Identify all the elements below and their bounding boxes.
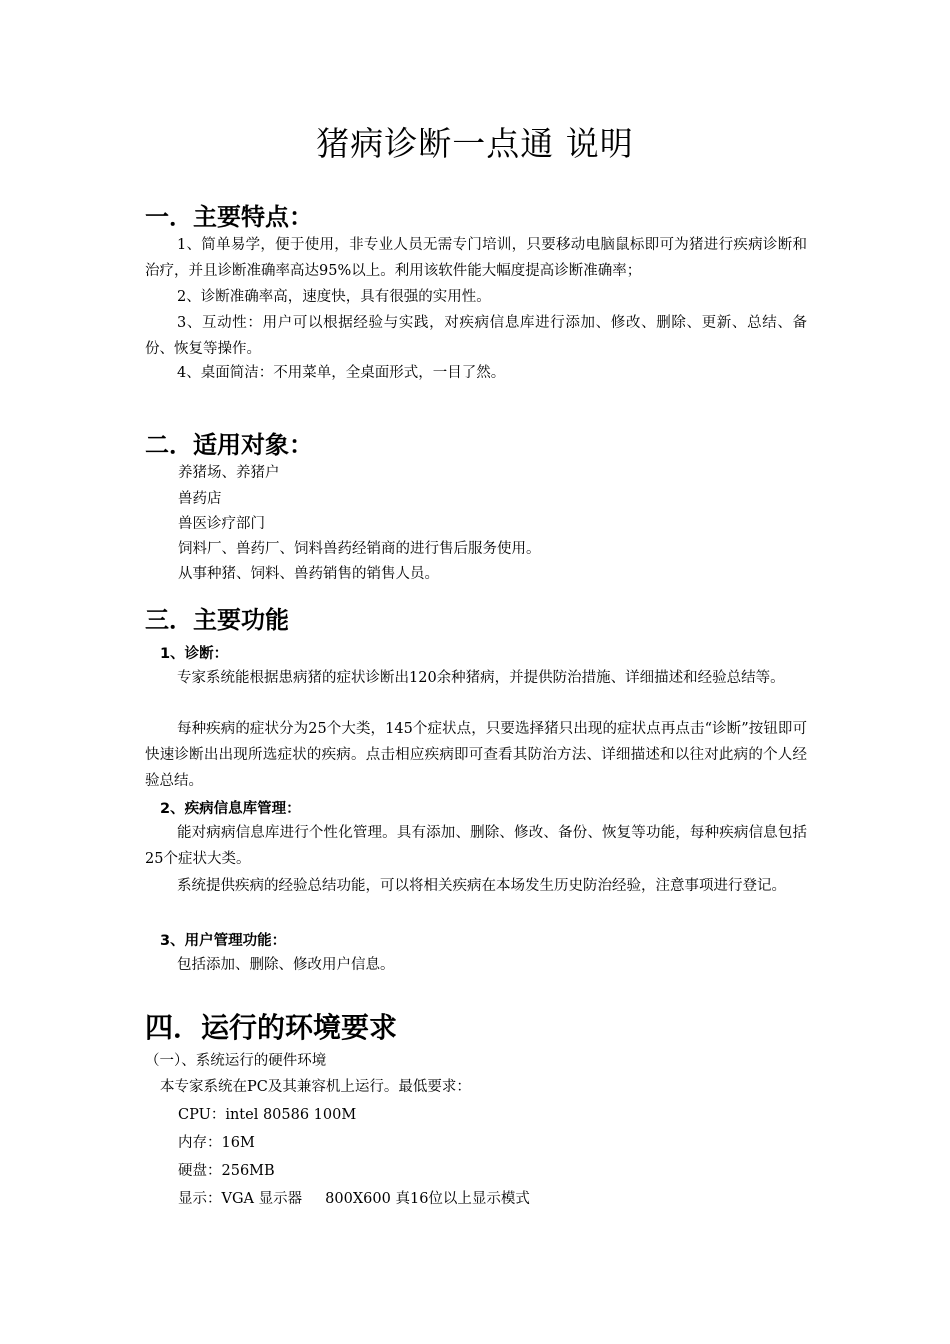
section-heading-audience: 二．适用对象： bbox=[145, 431, 313, 459]
requirement-display: 显示：VGA 显示器 800X600 真16位以上显示模式 bbox=[178, 1191, 530, 1207]
feature-paragraph-3: 3、互动性：用户可以根据经验与实践，对疾病信息库进行添加、修改、删除、更新、总结、备份、恢复等操作。 bbox=[145, 315, 807, 357]
audience-item: 养猪场、养猪户 bbox=[178, 465, 280, 481]
section-heading-features: 一．主要特点： bbox=[145, 203, 313, 231]
audience-item: 饲料厂、兽药厂、饲料兽药经销商的进行售后服务使用。 bbox=[178, 541, 541, 557]
audience-item: 从事种猪、饲料、兽药销售的销售人员。 bbox=[178, 566, 439, 582]
feature-paragraph-1: 1、简单易学，便于使用，非专业人员无需专门培训，只要移动电脑鼠标即可为猪进行疾病诊断和治疗，并且诊断准确率高达95%以上。利用该软件能大幅度提高诊断准确率； bbox=[145, 237, 807, 279]
requirement-disk: 硬盘：256MB bbox=[178, 1163, 275, 1179]
environment-intro: 本专家系统在PC及其兼容机上运行。最低要求： bbox=[160, 1079, 471, 1095]
subsection-heading-diagnosis: 1、诊断： bbox=[160, 646, 229, 662]
audience-item: 兽药店 bbox=[178, 491, 222, 507]
database-paragraph-2: 系统提供疾病的经验总结功能，可以将相关疾病在本场发生历史防治经验，注意事项进行登记。 bbox=[177, 878, 786, 894]
audience-item: 兽医诊疗部门 bbox=[178, 516, 265, 532]
users-paragraph-1: 包括添加、删除、修改用户信息。 bbox=[177, 957, 395, 973]
environment-subheading-hardware: （一）、系统运行的硬件环境 bbox=[145, 1053, 327, 1069]
subsection-heading-users: 3、用户管理功能： bbox=[160, 933, 287, 949]
feature-paragraph-2: 2、诊断准确率高，速度快，具有很强的实用性。 bbox=[177, 289, 491, 305]
subsection-heading-database: 2、疾病信息库管理： bbox=[160, 801, 301, 817]
requirement-cpu: CPU：intel 80586 100M bbox=[178, 1107, 357, 1123]
requirement-memory: 内存：16M bbox=[178, 1135, 255, 1151]
database-paragraph-1: 能对病病信息库进行个性化管理。具有添加、删除、修改、备份、恢复等功能，每种疾病信息包括25个症状大类。 bbox=[145, 825, 807, 867]
diagnosis-paragraph-1: 专家系统能根据患病猪的症状诊断出120余种猪病，并提供防治措施、详细描述和经验总结等。 bbox=[177, 670, 785, 686]
document-title: 猪病诊断一点通 说明 bbox=[316, 124, 634, 163]
section-heading-functions: 三．主要功能 bbox=[145, 606, 289, 634]
feature-paragraph-4: 4、桌面简洁：不用菜单，全桌面形式，一目了然。 bbox=[177, 365, 506, 381]
diagnosis-paragraph-2: 每种疾病的症状分为25个大类，145个症状点，只要选择猪只出现的症状点再点击“诊断”按钮即可快速诊断出出现所选症状的疾病。点击相应疾病即可查看其防治方法、详细描述和以往对此病的个人经验总结。 bbox=[145, 721, 807, 789]
section-heading-environment: 四．运行的环境要求 bbox=[145, 1011, 398, 1044]
